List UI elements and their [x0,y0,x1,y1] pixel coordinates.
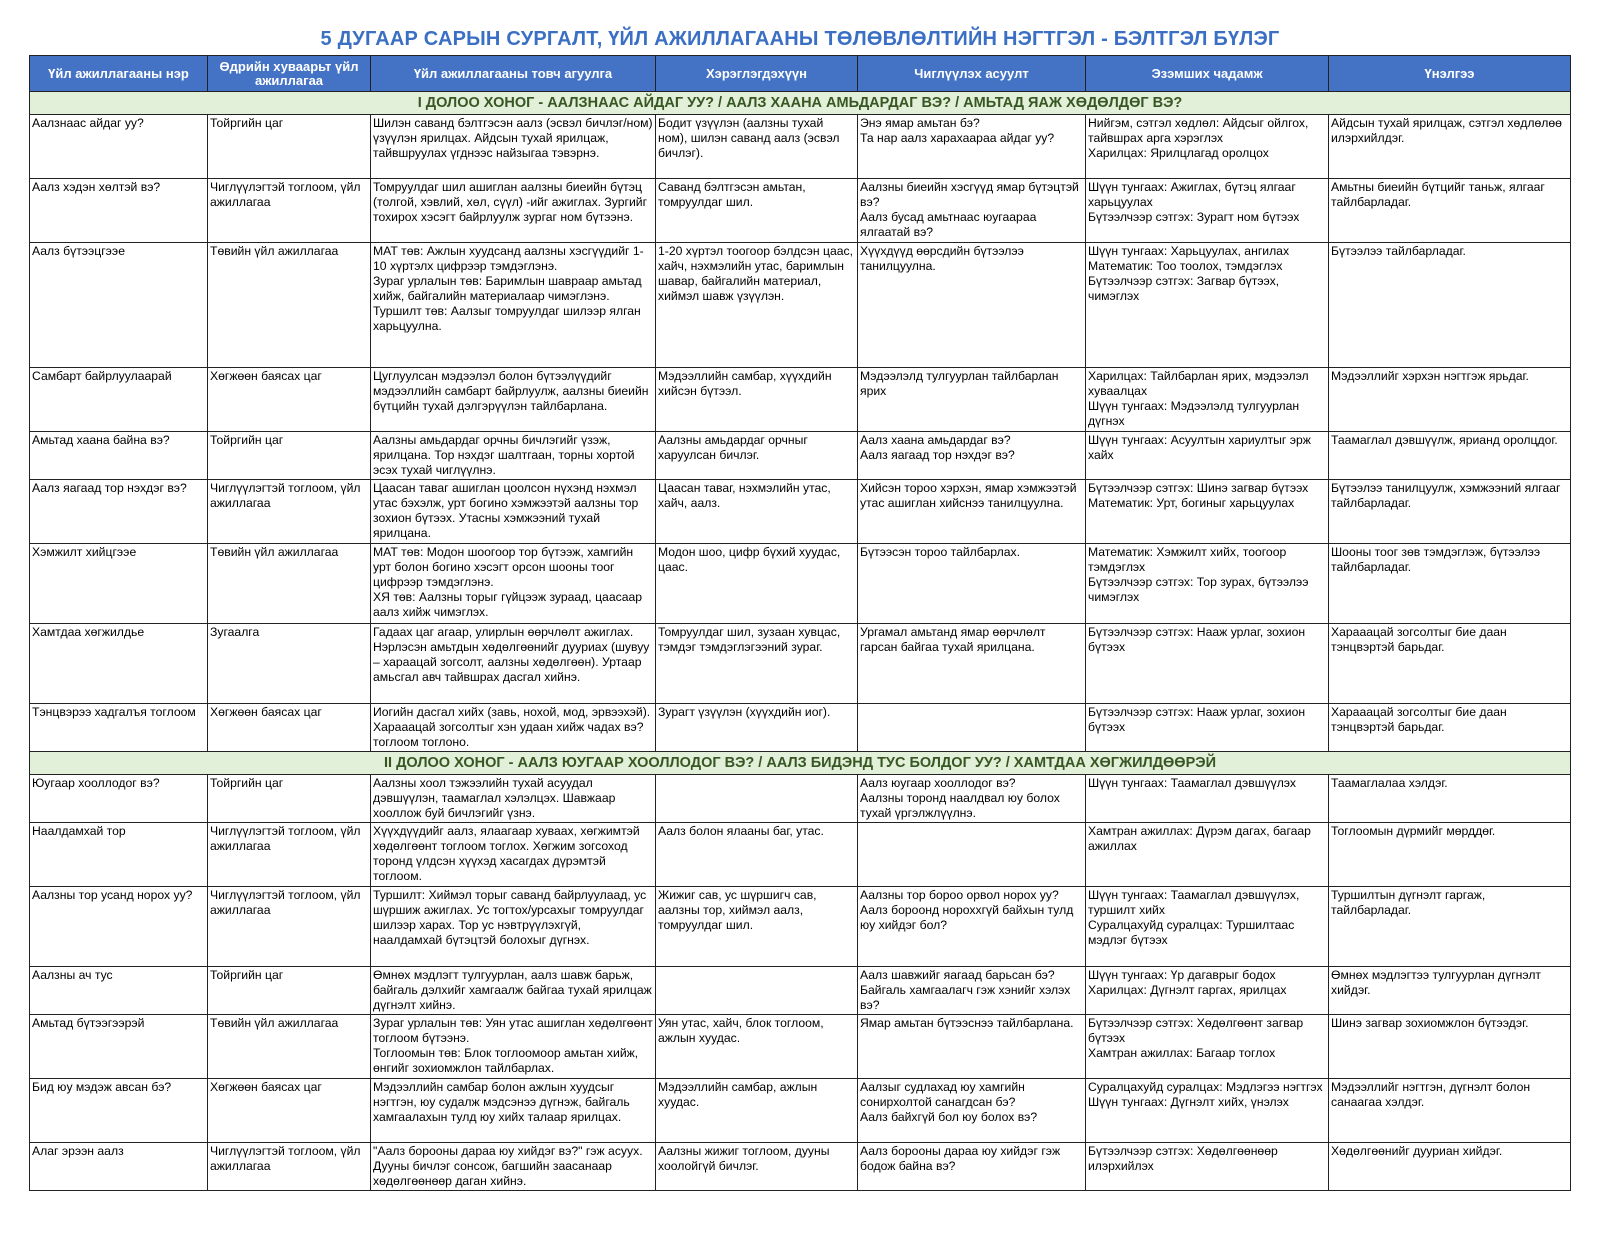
table-row [30,480,1571,544]
daily-schedule-cell: Зугаалга [208,624,371,704]
competency-cell: Бүтээлчээр сэтгэх: Хөдөлгөөнт загвар бүтээх Хамтран ажиллах: Багаар тоглох [1086,1015,1329,1079]
materials-cell: Цаасан таваг, нэхмэлийн утас, хайч, аалз. [656,480,858,544]
daily-schedule-cell: Тойргийн цаг [208,432,371,480]
assessment-cell: Туршилтын дүгнэлт гаргаж, тайлбарладаг. [1329,887,1571,967]
assessment-cell: Айдсын тухай ярилцаж, сэтгэл хөдлөлөө илэрхийлдэг. [1329,115,1571,179]
header-daily-schedule: Өдрийн хуваарьт үйл ажиллагаа [208,56,371,92]
assessment-cell: Мэдээллийг хэрхэн нэгтгэж ярьдаг. [1329,368,1571,432]
activity-name-cell: Самбарт байрлуулаарай [30,368,208,432]
activity-name-cell: Алаг эрээн аалз [30,1143,208,1191]
assessment-cell: Харааацай зогсолтыг бие даан тэнцвэртэй барьдаг. [1329,624,1571,704]
table-row [30,967,1571,1015]
activity-name-cell: Хамтдаа хөгжилдье [30,624,208,704]
activity-name-cell: Тэнцвэрээ хадгалъя тоглоом [30,704,208,752]
content-cell: МАТ төв: Ажлын хуудсанд аалзны хэсгүүдийг 1-10 хүртэлх цифрээр тэмдэглэнэ. Зураг урлалын төв: Баримлын шавраар амьтад хийж, байгалийн материалаар чимэглэнэ. Туршилт төв: Аалзыг томруулдаг шилээр ялган харьцуулна. [371,243,656,368]
assessment-cell: Таамаглал дэвшүүлж, ярианд оролцдог. [1329,432,1571,480]
content-cell: Аалзны хоол тэжээлийн тухай асуудал дэвшүүлэн, таамаглал хэлэлцэх. Шавжаар хооллож буй бичлэгийг үзнэ. [371,775,656,823]
competency-cell: Нийгэм, сэтгэл хөдлөл: Айдсыг ойлгох, тайвшрах арга хэрэглэх Харилцах: Ярилцлагад оролцох [1086,115,1329,179]
competency-cell: Шүүн тунгаах: Үр дагаврыг бодох Харилцах: Дүгнэлт гаргах, ярилцах [1086,967,1329,1015]
header-row [30,56,1571,92]
guiding-question-cell: Аалз борооны дараа юу хийдэг гэж бодож байна вэ? [858,1143,1086,1191]
plan-table [29,55,1571,1191]
materials-cell: Саванд бэлтгэсэн амьтан, томруулдаг шил. [656,179,858,243]
table-row [30,432,1571,480]
activity-name-cell: Амьтад бүтээгээрэй [30,1015,208,1079]
header-activity-name: Үйл ажиллагааны нэр [30,56,208,92]
guiding-question-cell: Аалзны тор бороо орвол норох уу? Аалз бороонд нороххгүй байхын тулд юу хийдэг бол? [858,887,1086,967]
guiding-question-cell: Аалзыг судлахад юу хамгийн сонирхолтой санагдсан бэ? Аалз байхгүй бол юу болох вэ? [858,1079,1086,1143]
guiding-question-cell: Аалз юугаар хооллодог вэ? Аалзны торонд наалдвал юу болох тухай үргэлжлүүлнэ. [858,775,1086,823]
materials-cell [656,775,858,823]
activity-name-cell: Наалдамхай тор [30,823,208,887]
page-title: 5 ДУГААР САРЫН СУРГАЛТ, ҮЙЛ АЖИЛЛАГААНЫ ТӨЛӨВЛӨЛТИЙН НЭГТГЭЛ - БЭЛТГЭЛ БҮЛЭГ [320,28,1280,50]
daily-schedule-cell: Хөгжөөн баясах цаг [208,704,371,752]
guiding-question-cell: Аалзны биеийн хэсгүүд ямар бүтэцтэй вэ? Аалз бусад амьтнаас юугаараа ялгаатай вэ? [858,179,1086,243]
daily-schedule-cell: Чиглүүлэгтэй тоглоом, үйл ажиллагаа [208,1143,371,1191]
guiding-question-cell: Бүтээсэн тороо тайлбарлах. [858,544,1086,624]
activity-name-cell: Аалзнаас айдаг уу? [30,115,208,179]
daily-schedule-cell: Чиглүүлэгтэй тоглоом, үйл ажиллагаа [208,179,371,243]
guiding-question-cell: Ургамал амьтанд ямар өөрчлөлт гарсан байгаа тухай ярилцана. [858,624,1086,704]
activity-name-cell: Хэмжилт хийцгээе [30,544,208,624]
daily-schedule-cell: Тойргийн цаг [208,775,371,823]
table-row [30,775,1571,823]
competency-cell: Бүтээлчээр сэтгэх: Шинэ загвар бүтээх Математик: Урт, богиныг харьцуулах [1086,480,1329,544]
guiding-question-cell: Аалз шавжийг яагаад барьсан бэ? Байгаль хамгаалагч гэж хэнийг хэлэх вэ? [858,967,1086,1015]
content-cell: Аалзны амьдардаг орчны бичлэгийг үзэж, ярилцана. Тор нэхдэг шалтгаан, торны хортой эсэх тухай чиглүүлнэ. [371,432,656,480]
competency-cell: Математик: Хэмжилт хийх, тоогоор тэмдэглэх Бүтээлчээр сэтгэх: Тор зурах, бүтээлээ чимэглэх [1086,544,1329,624]
guiding-question-cell: Аалз хаана амьдардаг вэ? Аалз яагаад тор нэхдэг вэ? [858,432,1086,480]
materials-cell: Уян утас, хайч, блок тоглоом, ажлын хуудас. [656,1015,858,1079]
header-guiding-questions: Чиглүүлэх асуулт [858,56,1086,92]
table-row [30,544,1571,624]
guiding-question-cell: Хүүхдүүд өөрсдийн бүтээлээ танилцуулна. [858,243,1086,368]
header-content: Үйл ажиллагааны товч агуулга [371,56,656,92]
competency-cell: Суралцахуйд суралцах: Мэдлэгээ нэгтгэх Шүүн тунгаах: Дүгнэлт хийх, үнэлэх [1086,1079,1329,1143]
activity-name-cell: Амьтад хаана байна вэ? [30,432,208,480]
assessment-cell: Харааацай зогсолтыг бие даан тэнцвэртэй барьдаг. [1329,704,1571,752]
activity-name-cell: Аалз бүтээцгээе [30,243,208,368]
competency-cell: Хамтран ажиллах: Дүрэм дагах, багаар ажиллах [1086,823,1329,887]
content-cell: Иогийн дасгал хийх (завь, нохой, мод, эрвээхэй). Харааацай зогсолтыг хэн удаан хийж чадах вэ? тоглоом тоглоно. [371,704,656,752]
header-assessment: Үнэлгээ [1329,56,1571,92]
daily-schedule-cell: Тойргийн цаг [208,967,371,1015]
daily-schedule-cell: Төвийн үйл ажиллагаа [208,243,371,368]
competency-cell: Шүүн тунгаах: Ажиглах, бүтэц ялгааг харьцуулах Бүтээлчээр сэтгэх: Зурагт ном бүтээх [1086,179,1329,243]
daily-schedule-cell: Төвийн үйл ажиллагаа [208,1015,371,1079]
daily-schedule-cell: Төвийн үйл ажиллагаа [208,544,371,624]
daily-schedule-cell: Хөгжөөн баясах цаг [208,1079,371,1143]
activity-name-cell: Аалзны ач тус [30,967,208,1015]
activity-name-cell: Бид юу мэдэж авсан бэ? [30,1079,208,1143]
competency-cell: Шүүн тунгаах: Таамаглал дэвшүүлэх [1086,775,1329,823]
table-row [30,243,1571,368]
competency-cell: Шүүн тунгаах: Асуултын хариултыг эрж хайх [1086,432,1329,480]
content-cell: Мэдээллийн самбар болон ажлын хуудсыг нэгтгэн, юу судалж мэдсэнээ дүгнэж, байгаль хамгаалахын тулд юу хийх талаар ярилцах. [371,1079,656,1143]
assessment-cell: Амьтны биеийн бүтцийг таньж, ялгааг тайлбарладаг. [1329,179,1571,243]
daily-schedule-cell: Тойргийн цаг [208,115,371,179]
materials-cell: Жижиг сав, ус шүршигч сав, аалзны тор, хиймэл аалз, томруулдаг шил. [656,887,858,967]
materials-cell: Аалз болон ялааны баг, утас. [656,823,858,887]
materials-cell: Бодит үзүүлэн (аалзны тухай ном), шилэн саванд аалз (эсвэл бичлэг). [656,115,858,179]
content-cell: Туршилт: Хиймэл торыг саванд байрлуулаад, ус шүршиж ажиглах. Ус тогтох/урсахыг томруулдаг шилээр харах. Тор ус нэвтрүүлэхгүй, наалдамхай бүтэцтэй болохыг дүгнэх. [371,887,656,967]
assessment-cell: Таамаглалаа хэлдэг. [1329,775,1571,823]
materials-cell: 1-20 хүртэл тоогоор бэлдсэн цаас, хайч, нэхмэлийн утас, баримлын шавар, байгалийн материал, хиймэл шавж үзүүлэн. [656,243,858,368]
content-cell: Хүүхдүүдийг аалз, ялаагаар хуваах, хөгжимтэй хөдөлгөөнт тоглоом тоглох. Хөгжим зогсоход торонд үлдсэн хүүхэд хасагдах дүрэмтэй тоглоом. [371,823,656,887]
assessment-cell: Шинэ загвар зохиомжлон бүтээдэг. [1329,1015,1571,1079]
competency-cell: Харилцах: Тайлбарлан ярих, мэдээлэл хуваалцах Шүүн тунгаах: Мэдээлэлд тулгуурлан дүгнэх [1086,368,1329,432]
table-row [30,1079,1571,1143]
daily-schedule-cell: Чиглүүлэгтэй тоглоом, үйл ажиллагаа [208,823,371,887]
assessment-cell: Бүтээлээ танилцуулж, хэмжээний ялгааг тайлбарладаг. [1329,480,1571,544]
activity-name-cell: Юугаар хооллодог вэ? [30,775,208,823]
week-header-row [30,92,1571,115]
guiding-question-cell: Хийсэн тороо хэрхэн, ямар хэмжээтэй утас ашиглан хийснээ танилцуулна. [858,480,1086,544]
table-row [30,624,1571,704]
week-title: I ДОЛОО ХОНОГ - ААЛЗНААС АЙДАГ УУ? / ААЛЗ ХААНА АМЬДАРДАГ ВЭ? / АМЬТАД ЯАЖ ХӨДӨЛДӨГ ВЭ? [30,92,1571,115]
materials-cell: Модон шоо, цифр бүхий хуудас, цаас. [656,544,858,624]
assessment-cell: Мэдээллийг нэгтгэн, дүгнэлт болон санаагаа хэлдэг. [1329,1079,1571,1143]
activity-name-cell: Аалзны тор усанд норох уу? [30,887,208,967]
table-row [30,1015,1571,1079]
materials-cell: Мэдээллийн самбар, ажлын хуудас. [656,1079,858,1143]
competency-cell: Бүтээлчээр сэтгэх: Нааж урлаг, зохион бүтээх [1086,624,1329,704]
assessment-cell: Шооны тоог зөв тэмдэглэж, бүтээлээ тайлбарладаг. [1329,544,1571,624]
content-cell: Шилэн саванд бэлтгэсэн аалз (эсвэл бичлэг/ном) үзүүлэн ярилцах. Айдсын тухай ярилцаж, тайвшруулах үгднээс найзыгаа тэвэрнэ. [371,115,656,179]
week-header-row [30,752,1571,775]
assessment-cell: Тоглоомын дүрмийг мөрддөг. [1329,823,1571,887]
assessment-cell: Өмнөх мэдлэгтээ тулгуурлан дүгнэлт хийдэг. [1329,967,1571,1015]
competency-cell: Шүүн тунгаах: Харьцуулах, ангилах Математик: Тоо тоолох, тэмдэглэх Бүтээлчээр сэтгэх: Загвар бүтээх, чимэглэх [1086,243,1329,368]
content-cell: МАТ төв: Модон шоогоор тор бүтээж, хамгийн урт болон богино хэсэгт орсон шооны тоог цифрээр тэмдэглэнэ. ХЯ төв: Аалзны торыг гүйцээж зураад, цаасаар аалз хийж чимэглэх. [371,544,656,624]
header-materials: Хэрэглэгдэхүүн [656,56,858,92]
activity-name-cell: Аалз яагаад тор нэхдэг вэ? [30,480,208,544]
content-cell: Цаасан таваг ашиглан цоолсон нүхэнд нэхмэл утас бэхэлж, урт богино хэмжээтэй аалзны тор зохион бүтээх. Утасны хэмжээний тухай ярилцана. [371,480,656,544]
header-competencies: Эзэмших чадамж [1086,56,1329,92]
daily-schedule-cell: Чиглүүлэгтэй тоглоом, үйл ажиллагаа [208,480,371,544]
content-cell: "Аалз борооны дараа юу хийдэг вэ?" гэж асуух. Дууны бичлэг сонсож, багшийн заасанаар хөдөлгөөнөөр даган хийнэ. [371,1143,656,1191]
materials-cell: Аалзны жижиг тоглоом, дууны хоолойгүй бичлэг. [656,1143,858,1191]
materials-cell: Мэдээллийн самбар, хүүхдийн хийсэн бүтээл. [656,368,858,432]
content-cell: Гадаах цаг агаар, улирлын өөрчлөлт ажиглах. Нэрлэсэн амьтдын хөдөлгөөнийг дууриах (шувуу – хараацай зогсолт, аалзны хөдөлгөөн). Уртаар амьсгал авч тайвшрах дасгал хийнэ. [371,624,656,704]
table-row [30,368,1571,432]
competency-cell: Бүтээлчээр сэтгэх: Хөдөлгөөнөөр илэрхийлэх [1086,1143,1329,1191]
activity-name-cell: Аалз хэдэн хөлтэй вэ? [30,179,208,243]
table-row [30,704,1571,752]
assessment-cell: Хөдөлгөөнийг дууриан хийдэг. [1329,1143,1571,1191]
week-title: II ДОЛОО ХОНОГ - ААЛЗ ЮУГААР ХООЛЛОДОГ ВЭ? / ААЛЗ БИДЭНД ТУС БОЛДОГ УУ? / ХАМТДАА ХӨГЖИЛДӨӨРЭЙ [30,752,1571,775]
table-row [30,115,1571,179]
guiding-question-cell: Ямар амьтан бүтээснээ тайлбарлана. [858,1015,1086,1079]
competency-cell: Шүүн тунгаах: Таамаглал дэвшүүлэх, туршилт хийх Суралцахуйд суралцах: Туршилтаас мэдлэг бүтээх [1086,887,1329,967]
guiding-question-cell: Мэдээлэлд тулгуурлан тайлбарлан ярих [858,368,1086,432]
guiding-question-cell [858,704,1086,752]
table-row [30,1143,1571,1191]
guiding-question-cell: Энэ ямар амьтан бэ? Та нар аалз харахаараа айдаг уу? [858,115,1086,179]
table-row [30,179,1571,243]
materials-cell: Томруулдаг шил, зузаан хувцас, тэмдэг тэмдэглэгээний зураг. [656,624,858,704]
content-cell: Цуглуулсан мэдээлэл болон бүтээлүүдийг мэдээллийн самбарт байрлуулж, аалзны биеийн бүтцийн тухай дэлгэрүүлэн тайлбарлана. [371,368,656,432]
materials-cell: Аалзны амьдардаг орчныг харуулсан бичлэг. [656,432,858,480]
materials-cell: Зурагт үзүүлэн (хүүхдийн иог). [656,704,858,752]
content-cell: Томруулдаг шил ашиглан аалзны биеийн бүтэц (толгой, хэвлий, хөл, сүүл) -ийг ажиглах. Зургийг тохирох хэсэгт байрлуулж зургаг ном бүтээнэ. [371,179,656,243]
table-row [30,823,1571,887]
content-cell: Өмнөх мэдлэгт тулгуурлан, аалз шавж барьж, байгаль дэлхийг хамгаалж байгаа тухай ярилцаж дүгнэлт хийнэ. [371,967,656,1015]
daily-schedule-cell: Хөгжөөн баясах цаг [208,368,371,432]
content-cell: Зураг урлалын төв: Уян утас ашиглан хөдөлгөөнт тоглоом бүтээнэ. Тоглоомын төв: Блок тоглоомоор амьтан хийж, өнгийг зохиомжлон тайлбарлах. [371,1015,656,1079]
guiding-question-cell [858,823,1086,887]
assessment-cell: Бүтээлээ тайлбарладаг. [1329,243,1571,368]
materials-cell [656,967,858,1015]
plan-body [30,92,1571,1191]
competency-cell: Бүтээлчээр сэтгэх: Нааж урлаг, зохион бүтээх [1086,704,1329,752]
daily-schedule-cell: Чиглүүлэгтэй тоглоом, үйл ажиллагаа [208,887,371,967]
table-row [30,887,1571,967]
